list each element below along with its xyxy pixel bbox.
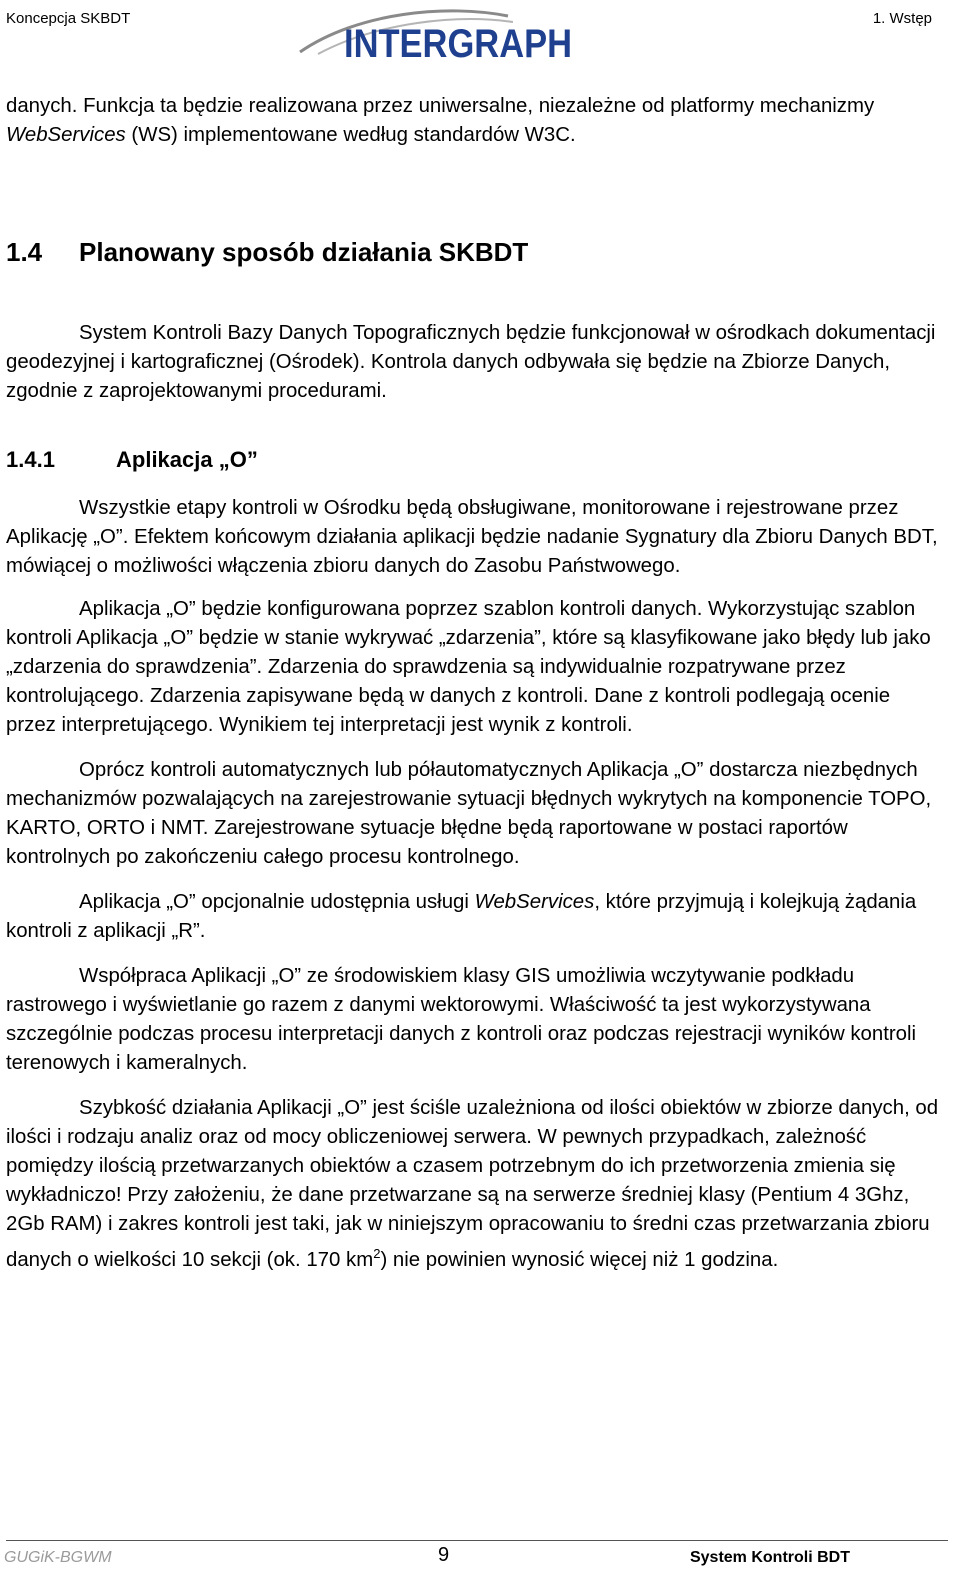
page-number: 9 [438, 1544, 450, 1566]
section-heading: 1.4 Planowany sposób działania SKBDT [6, 237, 529, 267]
paragraph-5: Współpraca Aplikacji „O” ze środowiskiem klasy GIS umożliwia wczytywanie podkładu rastrowego i wyświetlanie go razem z danymi wektorowymi. Właściwość ta jest wykorzystywana szczególnie podczas procesu interpretacji danych z kontroli oraz podczas rejestracji wyników kontroli terenowych i kameralnych. [6, 965, 917, 1074]
intro-paragraph: danych. Funkcja ta będzie realizowana przez uniwersalne, niezależne od platformy mechanizmy WebServices (WS) implementowane według standardów W3C. [6, 95, 875, 146]
logo-wordmark: INTERGRAPH [344, 22, 572, 66]
footer-organization: GUGiK-BGWM [4, 1549, 112, 1566]
paragraph-2: Aplikacja „O” będzie konfigurowana poprzez szablon kontroli danych. Wykorzystując szablon kontroli Aplikacja „O” będzie w stanie wykrywać „zdarzenia”, które są klasyfikowane jako błędy lub jako „zdarzenia do sprawdzenia”. Zdarzenia do sprawdzenia są indywidualnie rozpatrywane przez kontrolującego. Zdarzenia zapisywane będą w danych z kontroli. Dane z kontroli podlegają ocenie przez interpretującego. Wynikiem tej interpretacji jest wynik z kontroli. [6, 598, 931, 736]
page-body [6, 92, 941, 1275]
section-paragraph: System Kontroli Bazy Danych Topograficznych będzie funkcjonował w ośrodkach dokumentacji geodezyjnej i kartograficznej (Ośrodek). Kontrola danych odbywała się będzie na Zbiorze Danych, zgodnie z zaprojektowanymi procedurami. [6, 322, 936, 402]
header-document-title: Koncepcja SKBDT [6, 10, 131, 27]
page-header [0, 0, 960, 70]
footer-divider [6, 1540, 948, 1541]
paragraph-6: Szybkość działania Aplikacji „O” jest ściśle uzależniona od ilości obiektów w zbiorze danych, od ilości i rodzaju analiz oraz od mocy obliczeniowej serwera. W pewnych przypadkach, zależność pomiędzy ilością przetwarzanych obiektów a czasem potrzebnym do ich przetworzenia zmienia się wykładniczo! Przy założeniu, że dane przetwarzane są na serwerze średniej klasy (Pentium 4 3Ghz, 2Gb RAM) i zakres kontroli jest taki, jak w niniejszym opracowaniu to średni czas przetwarzania zbioru danych o wielkości 10 sekcji (ok. 170 $km^2$) nie powinien wynosić więcej niż 1 godzina. [6, 1097, 939, 1271]
header-chapter: 1. Wstęp [872, 10, 932, 27]
paragraph-4: Aplikacja „O” opcjonalnie udostępnia usługi WebServices, które przyjmują i kolejkują żądania kontroli z aplikacji „R”. [6, 891, 917, 942]
subsection-heading: 1.4.1 Aplikacja „O” [6, 447, 258, 472]
paragraph-1: Wszystkie etapy kontroli w Ośrodku będą obsługiwane, monitorowane i rejestrowane przez Aplikację „O”. Efektem końcowym działania aplikacji będzie nadanie Sygnatury dla Zbioru Danych BDT, mówiącej o możliwości włączenia zbioru danych do Zasobu Państwowego. [6, 497, 938, 577]
footer-system-name: System Kontroli BDT [689, 1549, 850, 1566]
paragraph-3: Oprócz kontroli automatycznych lub półautomatycznych Aplikacja „O” dostarcza niezbędnych mechanizmów pozwalających na zarejestrowanie sytuacji błędnych wykrytych na komponencie TOPO, KARTO, ORTO i NMT. Zarejestrowane sytuacje błędne będą raportowane w postaci raportów kontrolnych po zakończeniu całego procesu kontrolnego. [6, 759, 932, 868]
intergraph-logo [298, 2, 578, 66]
